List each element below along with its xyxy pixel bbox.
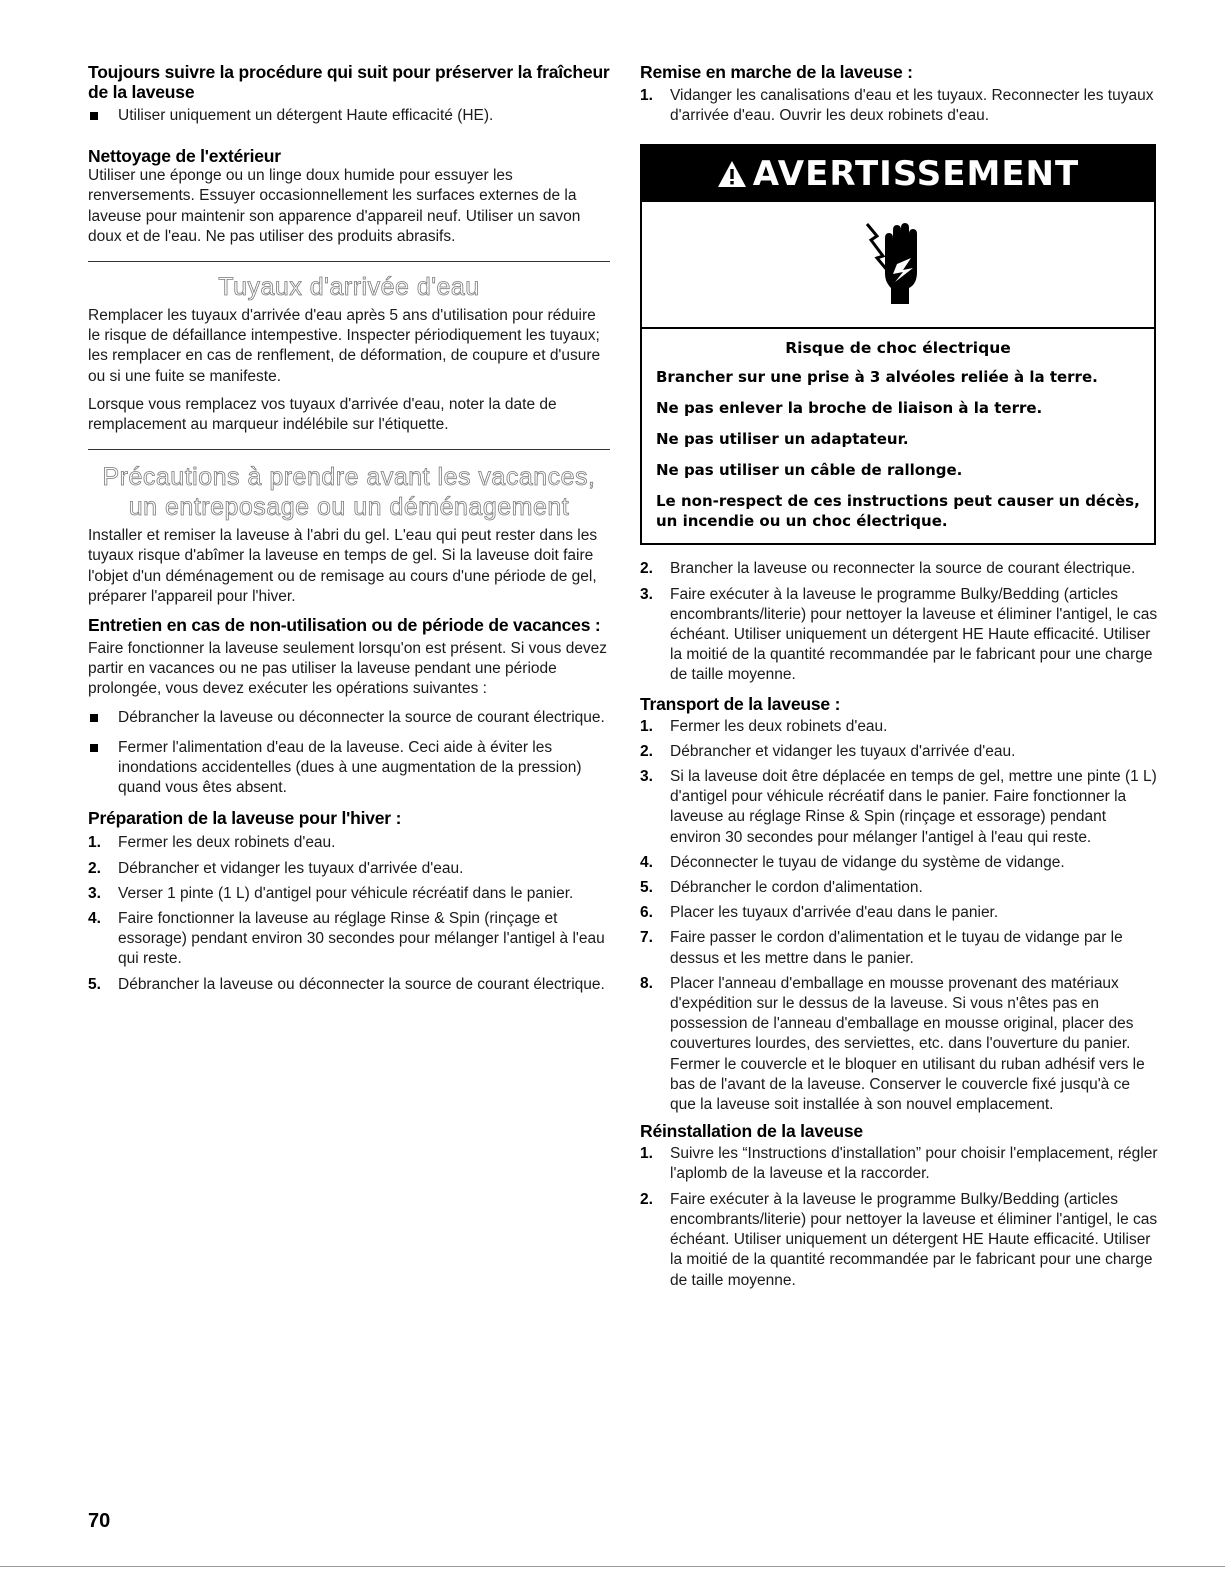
winter-step: 5. Débrancher la laveuse ou déconnecter la source de courant électrique. [88,975,605,993]
transport-step: 1. Fermer les deux robinets d'eau. [640,717,888,735]
transport-step: 4. Déconnecter le tuyau de vidange du système de vidange. [640,853,1065,871]
warning-line: Ne pas utiliser un adaptateur. [656,430,909,449]
exterior-text: Utiliser une éponge ou un linge doux humide pour essuyer les renversements. Essuyer occasionnellement les surfaces externes de la laveuse pour maintenir son apparence d'appareil neuf. Utiliser un savon doux et de l'eau. Ne pas utiliser des produits abrasifs. [88,167,581,245]
transport-step: 8. Placer l'anneau d'emballage en mousse provenant des matériaux d'expédition sur le dessus de la laveuse. Si vous n'êtes pas en possession de l'anneau d'emballage en mousse original, placer des couvertures lourdes, des serviettes, etc. dans l'ouverture du panier. Fermer le couvercle et le bloquer en utilisant du ruban adhésif vers le bas de l'avant de la laveuse. Conserver le couvercle fixé jusqu'à ce que la laveuse soit installée à son nouvel emplacement. [640,974,1145,1114]
bottom-rule [0,1566,1225,1567]
freshness-heading: Toujours suivre la procédure qui suit pour préserver la fraîcheur de la laveuse [88,62,610,102]
divider [88,261,610,262]
electric-shock-icon [642,202,1154,329]
restart-step: 2. Brancher la laveuse ou reconnecter la source de courant électrique. [640,560,1136,578]
section-title-hoses: Tuyaux d'arrivée d'eau [218,273,480,302]
hazard-title: Risque de choc électrique [785,339,1011,358]
transport-step: 7. Faire passer le cordon d'alimentation et le tuyau de vidange par le dessus et les mettre dans le panier. [640,929,1123,967]
nonuse-heading: Entretien en cas de non-utilisation ou de période de vacances : [88,615,601,636]
nonuse-bullet: Fermer l'alimentation d'eau de la laveuse. Ceci aide à éviter les inondations accidentelles (dues à une augmentation de la pression) quand vous êtes absent. [88,738,610,799]
left-column [88,62,610,995]
exterior-heading: Nettoyage de l'extérieur [88,146,281,167]
freshness-bullet: Utiliser uniquement un détergent Haute efficacité (HE). [88,106,610,126]
warning-box [640,144,1156,545]
winter-step: 2. Débrancher et vidanger les tuyaux d'arrivée d'eau. [88,859,464,877]
transport-heading: Transport de la laveuse : [640,693,841,714]
transport-step: 5. Débrancher le cordon d'alimentation. [640,879,923,897]
winter-step: 3. Verser 1 pinte (1 L) d'antigel pour véhicule récréatif dans le panier. [88,884,574,902]
reinstall-step: 2. Faire exécuter à la laveuse le programme Bulky/Bedding (articles encombrants/literie) pour nettoyer la laveuse et éliminer l'antigel, le cas échéant. Utiliser uniquement un détergent HE Haute efficacité. Utiliser la moitié de la quantité recommandée par le fabricant pour une charge de taille moyenne. [640,1190,1158,1289]
reinstall-step: 1. Suivre les “Instructions d'installation” pour choisir l'emplacement, régler l'aplomb de la laveuse et la raccorder. [640,1145,1158,1183]
restart-step: 1. Vidanger les canalisations d'eau et les tuyaux. Reconnecter les tuyaux d'arrivée d'eau. Ouvrir les deux robinets d'eau. [640,87,1154,125]
warning-line: Le non-respect de ces instructions peut causer un décès, un incendie ou un choc électrique. [656,492,1140,531]
restart-step: 3. Faire exécuter à la laveuse le programme Bulky/Bedding (articles encombrants/literie) pour nettoyer la laveuse et éliminer l'antigel, le cas échéant. Utiliser uniquement un détergent HE Haute efficacité. Utiliser la moitié de la quantité recommandée par le fabricant pour une charge de taille moyenne. [640,585,1158,684]
reinstall-heading: Réinstallation de la laveuse [640,1121,863,1142]
warning-header: AVERTISSEMENT [642,146,1154,202]
warning-line: Brancher sur une prise à 3 alvéoles reliée à la terre. [656,368,1098,387]
bullet-square-icon [90,744,98,752]
bullet-square-icon [90,112,98,120]
winter-step: 4. Faire fonctionner la laveuse au réglage Rinse & Spin (rinçage et essorage) pendant environ 30 secondes pour mélanger l'antigel à l'eau qui reste. [88,910,605,968]
transport-step: 3. Si la laveuse doit être déplacée en temps de gel, mettre une pinte (1 L) d'antigel pour véhicule récréatif dans le panier. Faire fonctionner la laveuse au réglage Rinse & Spin (rinçage et essorage) pendant environ 30 secondes pour mélanger l'antigel à l'eau qui reste. [640,768,1157,846]
warning-line: Ne pas enlever la broche de liaison à la terre. [656,399,1043,418]
nonuse-bullet: Débrancher la laveuse ou déconnecter la source de courant électrique. [88,708,610,728]
divider [88,449,610,450]
winter-heading: Préparation de la laveuse pour l'hiver : [88,808,402,829]
hoses-paragraph-2: Lorsque vous remplacez vos tuyaux d'arrivée d'eau, noter la date de remplacement au marqueur indélébile sur l'étiquette. [88,395,557,434]
warning-line: Ne pas utiliser un câble de rallonge. [656,461,963,480]
transport-step: 6. Placer les tuyaux d'arrivée d'eau dans le panier. [640,904,999,922]
transport-step: 2. Débrancher et vidanger les tuyaux d'arrivée d'eau. [640,742,1016,760]
page-number: 70 [88,1510,111,1532]
restart-heading: Remise en marche de la laveuse : [640,62,913,82]
vacation-text: Installer et remiser la laveuse à l'abri du gel. L'eau qui peut rester dans les tuyaux risque d'abîmer la laveuse en temps de gel. Si la laveuse doit faire l'objet d'un déménagement ou de remisage au cours d'une période de gel, préparer l'appareil pour l'hiver. [88,527,598,605]
right-column [640,62,1160,1291]
warning-triangle-icon [717,160,747,188]
hoses-paragraph-1: Remplacer les tuyaux d'arrivée d'eau après 5 ans d'utilisation pour réduire le risque de défaillance intempestive. Inspecter périodiquement les tuyaux; les remplacer en cas de renflement, de déformation, de coupure et d'usure ou si une fuite se manifeste. [88,307,601,385]
warning-body [642,329,1154,543]
section-title-vacation-line-1: Précautions à prendre avant les vacances, [102,463,596,492]
bullet-square-icon [90,714,98,722]
section-title-vacation-line-2: un entreposage ou un déménagement [128,493,570,522]
winter-step: 1. Fermer les deux robinets d'eau. [88,834,336,852]
nonuse-text: Faire fonctionner la laveuse seulement lorsqu'on est présent. Si vous devez partir en vacances ou ne pas utiliser la laveuse pendant une période prolongée, vous devez exécuter les opérations suivantes : [88,640,608,698]
